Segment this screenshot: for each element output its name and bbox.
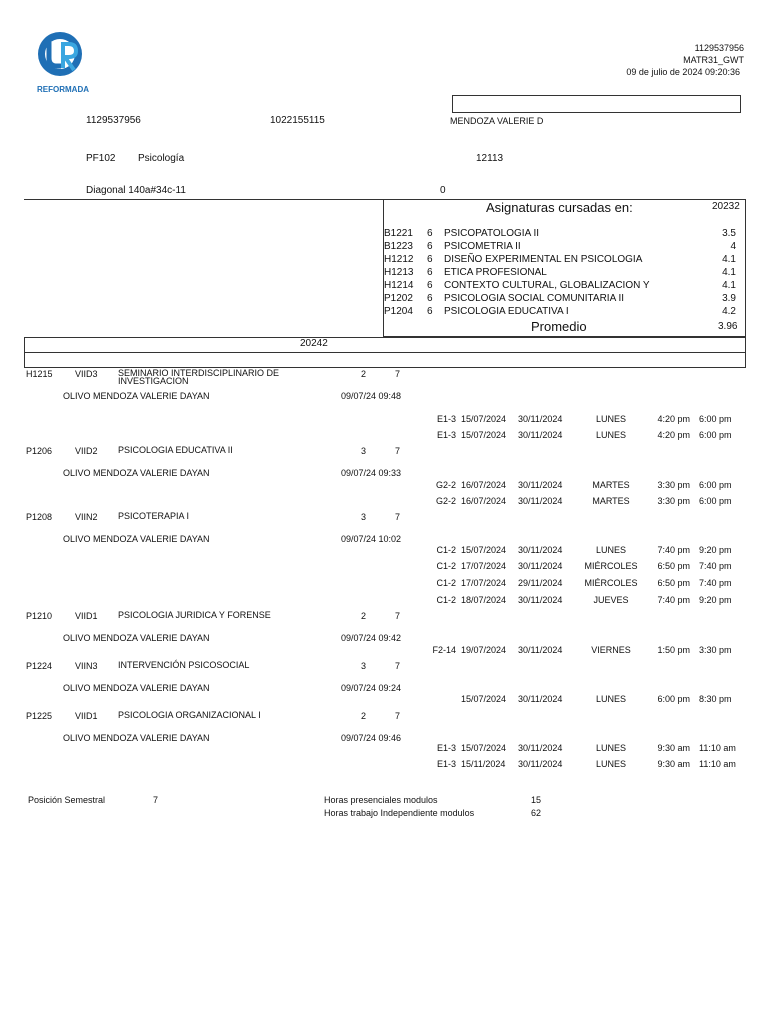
schedule-from: 1:50 pm [657,645,690,655]
schedule-from: 7:40 pm [657,545,690,555]
schedule-room: E1-3 [436,414,456,424]
history-grade: 4 [730,241,736,252]
hours-independent-value: 62 [531,808,542,818]
schedule-room: E1-3 [436,743,456,753]
schedule-day: VIERNES [591,645,631,655]
course-credits: 2 [361,369,367,379]
student-doc: 1022155115 [270,115,325,126]
course-group: VIID3 [75,369,98,379]
course-semester: 7 [395,369,401,379]
schedule-room: G2-2 [435,480,456,490]
course-name: PSICOLOGIA EDUCATIVA II [118,445,233,455]
schedule-start: 15/07/2024 [461,545,507,555]
history-code: H1212 [384,254,414,265]
history-subject: PSICOMETRIA II [444,241,521,252]
course-person: OLIVO MENDOZA VALERIE DAYAN [63,391,210,401]
history-grade: 4.1 [722,267,736,278]
schedule-day: JUEVES [593,595,629,605]
current-period: 20242 [300,338,328,349]
schedule-day: LUNES [595,545,626,555]
schedule-start: 17/07/2024 [461,561,507,571]
header-datetime: 09 de julio de 2024 09:20:36 [626,67,740,77]
history-credits: 6 [427,306,433,317]
course-code: P1225 [26,711,53,721]
program-name: Psicología [138,153,185,164]
schedule-day: MARTES [592,496,630,506]
schedule-room: F2-14 [432,645,456,655]
schedule-end: 30/11/2024 [518,414,563,424]
history-subject: ETICA PROFESIONAL [444,267,547,278]
course-registered: 09/07/24 09:46 [341,733,402,743]
schedule-room: E1-3 [436,759,456,769]
course-group: VIID1 [75,711,98,721]
schedule-to: 8:30 pm [699,694,732,704]
header-id: 1129537956 [694,43,744,53]
history-subject: PSICOPATOLOGIA II [444,228,540,239]
logo-emblem-icon [34,30,88,82]
hours-independent-label: Horas trabajo Independiente modulos [324,808,475,818]
student-id: 1129537956 [86,115,141,126]
schedule-end: 30/11/2024 [518,430,563,440]
position-value: 7 [153,795,159,805]
program-code: PF102 [86,153,116,164]
course-semester: 7 [395,661,401,671]
history-subject: PSICOLOGIA SOCIAL COMUNITARIA II [444,293,625,304]
schedule-to: 7:40 pm [699,578,732,588]
schedule-start: 15/07/2024 [461,430,507,440]
course-person: OLIVO MENDOZA VALERIE DAYAN [63,534,210,544]
course-registered: 09/07/24 09:48 [341,391,402,401]
schedule-day: LUNES [595,430,626,440]
schedule-from: 6:50 pm [657,578,690,588]
header-bar [24,352,746,368]
history-grade: 4.1 [722,280,736,291]
course-group: VIID2 [75,446,98,456]
schedule-to: 6:00 pm [699,480,732,490]
schedule-from: 4:20 pm [657,430,690,440]
course-registered: 09/07/24 10:02 [341,534,402,544]
schedule-room: G2-2 [435,496,456,506]
schedule-end: 30/11/2024 [518,545,563,555]
course-person: OLIVO MENDOZA VALERIE DAYAN [63,733,210,743]
history-grade: 4.2 [722,306,736,317]
schedule-start: 16/07/2024 [461,496,507,506]
course-credits: 2 [361,611,367,621]
schedule-to: 11:10 am [699,743,736,753]
course-code: P1224 [26,661,53,671]
history-credits: 6 [427,267,433,278]
schedule-day: MARTES [592,480,630,490]
schedule-start: 15/07/2024 [461,694,507,704]
schedule-to: 3:30 pm [699,645,732,655]
course-name: PSICOLOGIA JURIDICA Y FORENSE [118,610,271,620]
schedule-start: 15/07/2024 [461,414,507,424]
schedule-start: 19/07/2024 [461,645,507,655]
history-subject: PSICOLOGIA EDUCATIVA I [444,306,569,317]
history-grade: 3.9 [722,293,736,304]
course-credits: 2 [361,711,367,721]
course-code: P1210 [26,611,53,621]
schedule-from: 9:30 am [657,743,690,753]
schedule-start: 15/07/2024 [461,743,507,753]
position-label: Posición Semestral [28,795,106,805]
blank-field-box [452,95,741,113]
course-person: OLIVO MENDOZA VALERIE DAYAN [63,468,210,478]
plan-code: 12113 [476,153,504,164]
schedule-start: 16/07/2024 [461,480,507,490]
schedule-from: 6:50 pm [657,561,690,571]
course-name: INTERVENCIÓN PSICOSOCIAL [118,660,250,670]
schedule-from: 4:20 pm [657,414,690,424]
hours-presential-value: 15 [531,795,542,805]
schedule-to: 7:40 pm [699,561,732,571]
schedule-from: 9:30 am [657,759,690,769]
course-code: P1208 [26,512,53,522]
schedule-day: MIÉRCOLES [584,578,638,588]
schedule-end: 30/11/2024 [518,743,563,753]
schedule-end: 30/11/2024 [518,694,563,704]
schedule-to: 11:10 am [699,759,736,769]
schedule-end: 30/11/2024 [518,496,563,506]
course-code: H1215 [26,369,53,379]
university-logo [34,30,88,96]
schedule-from: 3:30 pm [657,480,690,490]
schedule-to: 6:00 pm [699,414,732,424]
logo-text: REFORMADA [37,85,89,94]
history-credits: 6 [427,280,433,291]
schedule-to: 6:00 pm [699,430,732,440]
schedule-end: 29/11/2024 [518,578,563,588]
schedule-day: LUNES [595,414,626,424]
schedule-from: 6:00 pm [657,694,690,704]
course-semester: 7 [395,611,401,621]
schedule-start: 15/11/2024 [461,759,506,769]
history-code: H1214 [384,280,414,291]
history-subject: DISEÑO EXPERIMENTAL EN PSICOLOGIA [444,254,643,265]
history-code: B1223 [384,241,413,252]
schedule-day: LUNES [595,759,626,769]
history-grade: 3.5 [722,228,736,239]
hours-presential-label: Horas presenciales modulos [324,795,438,805]
course-semester: 7 [395,512,401,522]
history-credits: 6 [427,293,433,304]
schedule-day: MIÉRCOLES [584,561,638,571]
course-group: VIIN2 [75,512,98,522]
period-bar [24,337,746,353]
course-code: P1206 [26,446,53,456]
schedule-room: E1-3 [436,430,456,440]
schedule-day: LUNES [595,694,626,704]
header-code: MATR31_GWT [683,55,744,65]
history-code: P1202 [384,293,413,304]
history-credits: 6 [427,241,433,252]
course-name: PSICOLOGIA ORGANIZACIONAL I [118,710,261,720]
student-address: Diagonal 140a#34c-11 [86,185,186,196]
schedule-start: 18/07/2024 [461,595,507,605]
schedule-to: 9:20 pm [699,595,732,605]
schedule-room: C1-2 [436,545,456,555]
schedule-room: C1-2 [436,578,456,588]
schedule-day: LUNES [595,743,626,753]
average-value: 3.96 [718,321,738,332]
course-person: OLIVO MENDOZA VALERIE DAYAN [63,683,210,693]
schedule-end: 30/11/2024 [518,645,563,655]
history-period: 20232 [712,201,740,212]
course-person: OLIVO MENDOZA VALERIE DAYAN [63,633,210,643]
course-name: PSICOTERAPIA I [118,511,190,521]
history-code: H1213 [384,267,414,278]
course-semester: 7 [395,711,401,721]
schedule-end: 30/11/2024 [518,759,563,769]
course-registered: 09/07/24 09:42 [341,633,402,643]
schedule-from: 7:40 pm [657,595,690,605]
course-semester: 7 [395,446,401,456]
course-credits: 3 [361,512,367,522]
course-group: VIID1 [75,611,98,621]
schedule-from: 3:30 pm [657,496,690,506]
schedule-start: 17/07/2024 [461,578,507,588]
course-registered: 09/07/24 09:33 [341,468,402,478]
history-credits: 6 [427,254,433,265]
schedule-to: 6:00 pm [699,496,732,506]
average-label: Promedio [531,319,587,334]
course-group: VIIN3 [75,661,98,671]
history-title: Asignaturas cursadas en: [486,200,633,215]
schedule-end: 30/11/2024 [518,595,563,605]
history-subject: CONTEXTO CULTURAL, GLOBALIZACION Y [444,280,650,291]
schedule-room: C1-2 [436,595,456,605]
history-credits: 6 [427,228,433,239]
course-registered: 09/07/24 09:24 [341,683,402,693]
student-name: MENDOZA VALERIE D [450,116,544,126]
course-credits: 3 [361,446,367,456]
address-zero: 0 [440,185,446,196]
course-credits: 3 [361,661,367,671]
schedule-end: 30/11/2024 [518,561,563,571]
schedule-room: C1-2 [436,561,456,571]
course-name: SEMINARIO INTERDISCIPLINARIO DE INVESTIGACION [118,368,280,386]
history-code: B1221 [384,228,413,239]
history-code: P1204 [384,306,413,317]
schedule-end: 30/11/2024 [518,480,563,490]
history-grade: 4.1 [722,254,736,265]
schedule-to: 9:20 pm [699,545,732,555]
